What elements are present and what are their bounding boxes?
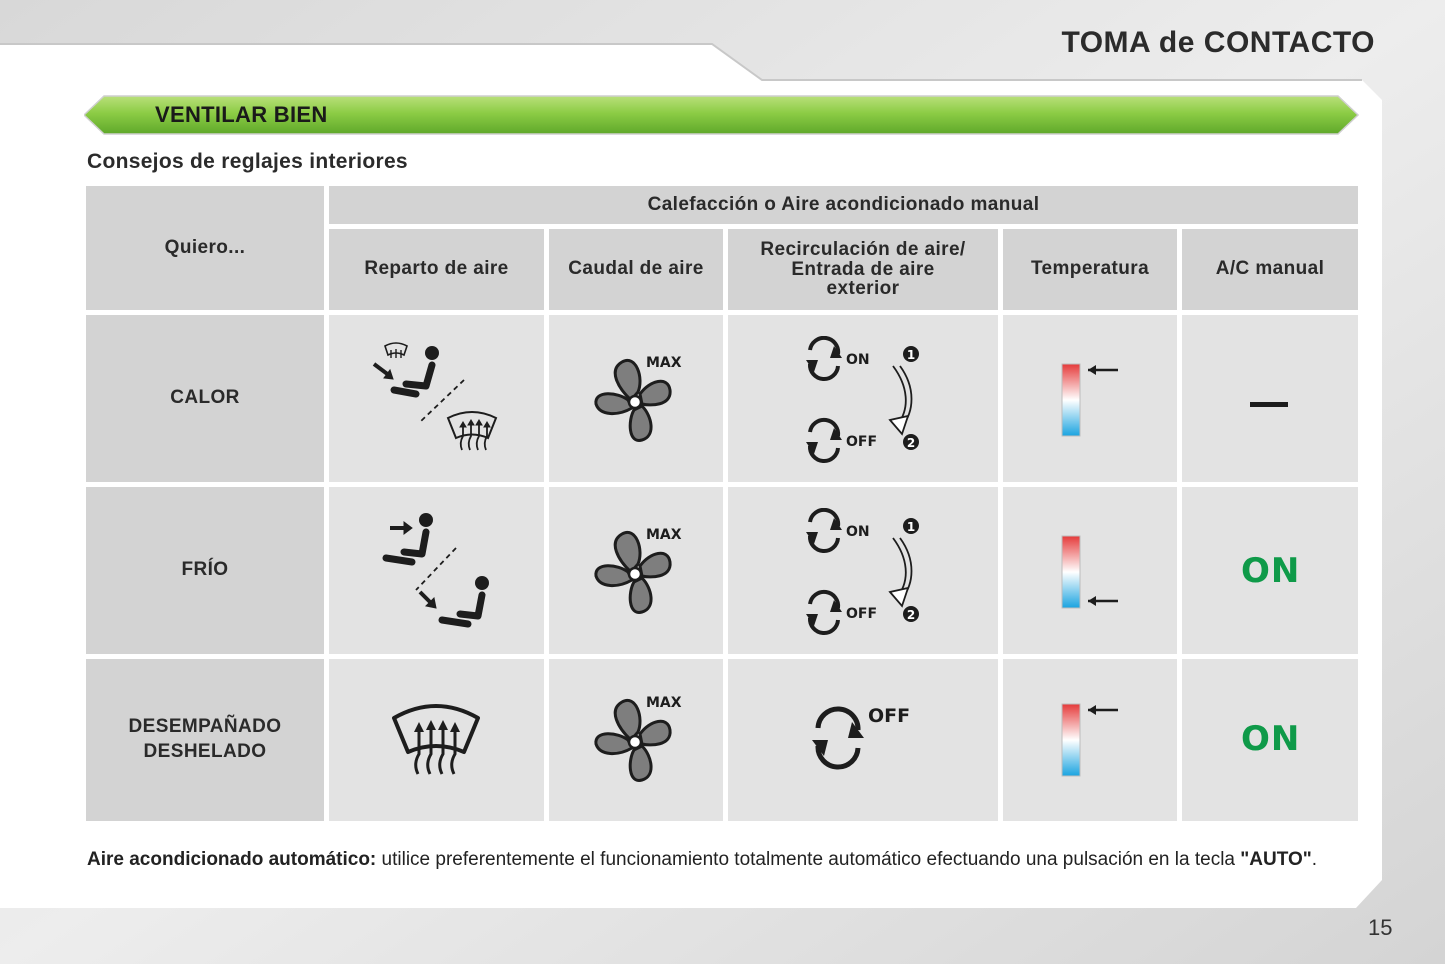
group-header-text: Calefacción o Aire acondicionado manual bbox=[647, 193, 1040, 215]
row-label-text: FRÍO bbox=[181, 559, 229, 581]
fan-max-label: MAX bbox=[646, 527, 682, 543]
ac-on-label: ON bbox=[1241, 719, 1301, 759]
column-header-text: Recirculación de aire/ Entrada de aire exterior bbox=[760, 238, 966, 300]
row-label-text: CALOR bbox=[170, 387, 240, 409]
air-distribution-icon bbox=[378, 510, 498, 635]
footer-auto-key: "AUTO" bbox=[1240, 849, 1312, 870]
temperature-gauge-icon bbox=[1058, 532, 1128, 612]
temperature-gauge-icon bbox=[1058, 700, 1128, 780]
fan-max-icon bbox=[588, 350, 688, 450]
ac-on-label: ON bbox=[1241, 551, 1301, 591]
column-header-recirculacion bbox=[728, 229, 998, 310]
column-header-text: Reparto de aire bbox=[364, 258, 509, 280]
page-number: 15 bbox=[1368, 915, 1393, 940]
recirculation-off-label: OFF bbox=[846, 434, 878, 450]
footer-note bbox=[87, 850, 1367, 870]
fan-max-icon bbox=[588, 522, 688, 622]
subtitle: Consejos de reglajes interiores bbox=[87, 150, 408, 173]
step-2-badge: 2 bbox=[906, 608, 916, 622]
corner-header-text: Quiero... bbox=[164, 236, 246, 258]
recirculation-on-label: ON bbox=[846, 352, 870, 368]
windscreen-defrost-icon bbox=[388, 700, 484, 780]
footer-text: utilice preferentemente el funcionamiento totalmente automático efectuando una pulsación en la tecla bbox=[376, 849, 1241, 870]
table-cell bbox=[1182, 315, 1358, 482]
recirculation-on-label: ON bbox=[846, 524, 870, 540]
corner-header bbox=[86, 186, 324, 310]
column-header-reparto bbox=[329, 229, 544, 310]
column-header-text: Temperatura bbox=[1030, 258, 1150, 280]
ac-off-dash bbox=[1250, 402, 1288, 407]
column-header-temperatura bbox=[1003, 229, 1177, 310]
recirculation-off-label: OFF bbox=[846, 606, 878, 622]
row-label-desempanado bbox=[86, 659, 324, 821]
recirculation-icon bbox=[798, 336, 928, 466]
recirculation-icon bbox=[798, 508, 928, 638]
fan-max-label: MAX bbox=[646, 355, 682, 371]
row-label-frio bbox=[86, 487, 324, 654]
column-header-ac bbox=[1182, 229, 1358, 310]
step-2-badge: 2 bbox=[906, 436, 916, 450]
column-header-caudal bbox=[549, 229, 723, 310]
fan-max-label: MAX bbox=[646, 695, 682, 711]
row-label-text: DESEMPAÑADO DESHELADO bbox=[128, 716, 282, 762]
step-1-badge: 1 bbox=[906, 520, 916, 534]
page-title: TOMA de CONTACTO bbox=[1061, 26, 1375, 59]
section-label: VENTILAR BIEN bbox=[155, 102, 328, 127]
recirculation-off-label: OFF bbox=[868, 705, 911, 727]
group-header bbox=[329, 186, 1358, 224]
row-label-calor bbox=[86, 315, 324, 482]
footer-bold-lead: Aire acondicionado automático: bbox=[87, 849, 377, 870]
temperature-gauge-icon bbox=[1058, 360, 1128, 440]
step-1-badge: 1 bbox=[906, 348, 916, 362]
fan-max-icon bbox=[588, 690, 688, 790]
column-header-text: Caudal de aire bbox=[568, 258, 704, 280]
recirculation-icon bbox=[808, 700, 918, 780]
air-distribution-icon bbox=[360, 338, 505, 463]
column-header-text: A/C manual bbox=[1215, 258, 1325, 280]
footer-end: . bbox=[1311, 849, 1318, 870]
